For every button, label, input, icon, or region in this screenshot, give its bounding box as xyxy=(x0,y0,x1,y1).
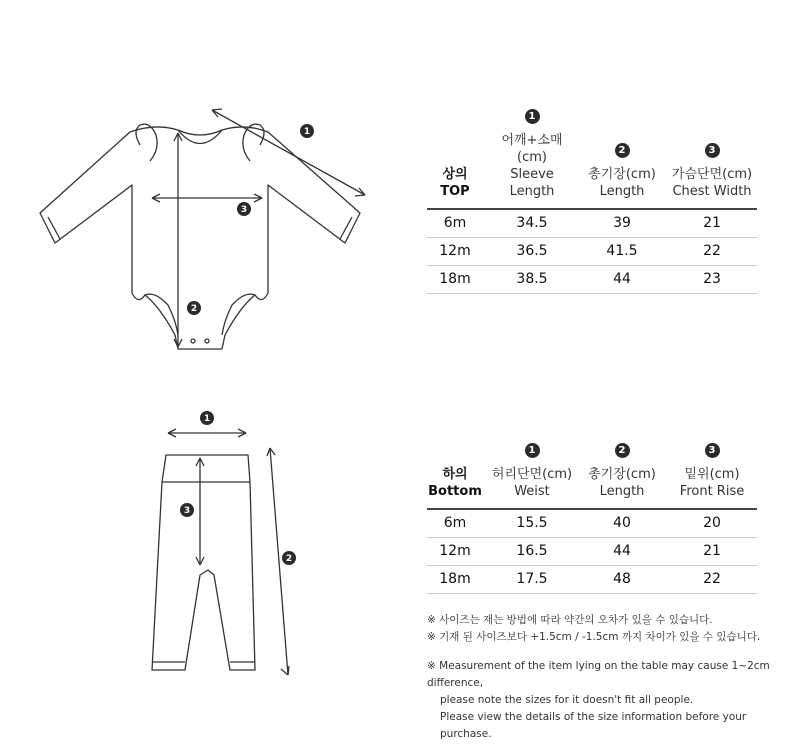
top-marker-3: 3 xyxy=(240,205,248,215)
size-notes xyxy=(427,612,797,743)
table-row: 6m 15.5 40 20 xyxy=(427,510,757,538)
top-marker-2: 2 xyxy=(190,304,198,314)
badge-3-icon: 3 xyxy=(705,143,720,158)
note-line: ※ 기재 된 사이즈보다 +1.5cm / -1.5cm 까지 차이가 있을 수 있습니다. xyxy=(427,631,761,643)
top-label: 상의 TOP xyxy=(440,167,470,199)
note-line: please note the sizes for it doesn't fit all people. xyxy=(440,694,694,706)
bottom-col-waist: 1 허리단면(cm) Weist xyxy=(491,445,573,499)
note-line: ※ Measurement of the item lying on the table may cause 1~2cm difference, xyxy=(427,660,770,689)
top-size-table xyxy=(427,111,757,294)
top-header-row xyxy=(427,111,757,200)
bodysuit-illustration xyxy=(0,95,400,370)
bottom-header-row xyxy=(427,440,757,500)
top-col-length: 2 총기장(cm) Length xyxy=(588,145,656,199)
bottom-marker-3: 3 xyxy=(183,506,191,516)
pants-illustration xyxy=(0,400,400,690)
bottom-label: 하의 Bottom xyxy=(428,467,482,499)
table-row: 18m 17.5 48 22 xyxy=(427,566,757,594)
table-row: 18m 38.5 44 23 xyxy=(427,266,757,294)
badge-3-icon: 3 xyxy=(705,443,720,458)
table-row: 6m 34.5 39 21 xyxy=(427,210,757,238)
badge-1-icon: 1 xyxy=(525,443,540,458)
note-line: Please view the details of the size information before your purchase. xyxy=(440,711,747,740)
note-line: ※ 사이즈는 재는 방법에 따라 약간의 오차가 있을 수 있습니다. xyxy=(427,614,713,626)
badge-2-icon: 2 xyxy=(615,143,630,158)
bottom-marker-1: 1 xyxy=(203,414,211,424)
top-marker-1: 1 xyxy=(303,127,311,137)
bottom-size-table xyxy=(427,440,757,594)
bottom-col-rise: 3 밑위(cm) Front Rise xyxy=(679,445,745,499)
table-row: 12m 16.5 44 21 xyxy=(427,538,757,566)
bottom-marker-2: 2 xyxy=(285,554,293,564)
top-col-chest: 3 가슴단면(cm) Chest Width xyxy=(671,145,753,199)
badge-2-icon: 2 xyxy=(615,443,630,458)
table-row: 12m 36.5 41.5 22 xyxy=(427,238,757,266)
top-col-sleeve: 1 어깨+소매(cm) Sleeve Length xyxy=(501,111,563,199)
badge-1-icon: 1 xyxy=(525,109,540,124)
bottom-col-length: 2 총기장(cm) Length xyxy=(588,445,656,499)
